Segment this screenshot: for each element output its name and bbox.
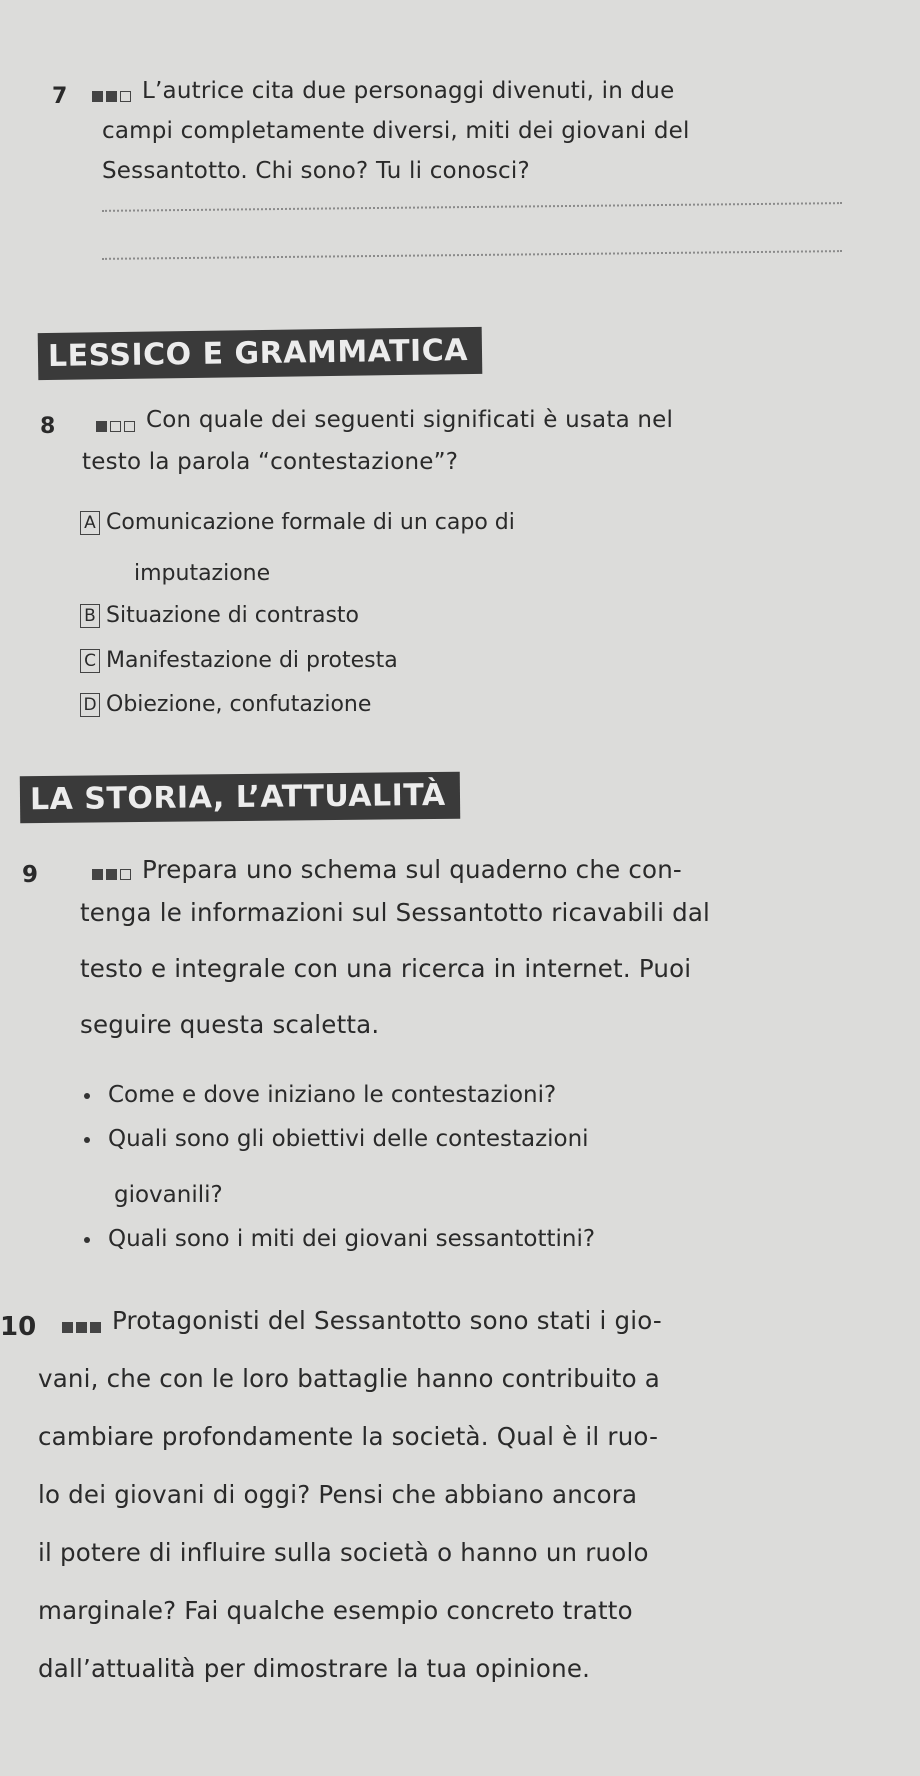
exercise-text-line: lo dei giovani di oggi? Pensi che abbiano ancora <box>38 1480 638 1509</box>
difficulty-indicator <box>92 91 131 102</box>
exercise-text-line: tenga le informazioni sul Sessantotto ricavabili dal <box>80 898 711 927</box>
option-text: Obiezione, confutazione <box>106 692 372 717</box>
answer-line[interactable] <box>102 202 842 212</box>
option-letter-box: D <box>80 693 100 717</box>
exercise-text-line: testo e integrale con una ricerca in internet. Puoi <box>80 954 692 983</box>
option-a[interactable] <box>80 510 515 535</box>
answer-line[interactable] <box>102 250 842 260</box>
exercise-text-line: seguire questa scaletta. <box>80 1010 380 1039</box>
list-item <box>84 1226 595 1252</box>
exercise-text-line: vani, che con le loro battaglie hanno contribuito a <box>38 1364 660 1393</box>
exercise-text-line: il potere di influire sulla società o hanno un ruolo <box>38 1538 649 1567</box>
exercise-text-line: dall’attualità per dimostrare la tua opinione. <box>38 1654 591 1683</box>
exercise-number: 9 <box>22 862 39 888</box>
option-c[interactable] <box>80 648 398 673</box>
difficulty-indicator <box>96 421 135 432</box>
bullet-icon <box>84 1093 90 1099</box>
option-text: Manifestazione di protesta <box>106 648 398 673</box>
option-a-continued: imputazione <box>134 561 271 586</box>
exercise-text-line: cambiare profondamente la società. Qual è il ruo- <box>38 1422 659 1451</box>
exercise-text-line: L’autrice cita due personaggi divenuti, in due <box>142 78 675 104</box>
difficulty-indicator <box>92 869 131 880</box>
exercise-number: 8 <box>40 414 56 439</box>
exercise-text-line: Con quale dei seguenti significati è usata nel <box>146 407 674 433</box>
list-item-continued: giovanili? <box>114 1182 223 1208</box>
option-text: Situazione di contrasto <box>106 603 359 628</box>
list-item-text: Quali sono i miti dei giovani sessantottini? <box>108 1226 596 1252</box>
section-heading: LESSICO E GRAMMATICA <box>38 327 483 380</box>
exercise-text-line: campi completamente diversi, miti dei giovani del <box>102 118 690 144</box>
difficulty-indicator <box>62 1322 101 1333</box>
exercise-text-line: Sessantotto. Chi sono? Tu li conosci? <box>102 158 530 184</box>
option-text: Comunicazione formale di un capo di <box>106 510 515 535</box>
exercise-text-line: Protagonisti del Sessantotto sono stati i gio- <box>112 1306 662 1335</box>
section-heading: LA STORIA, L’ATTUALITÀ <box>20 772 460 824</box>
exercise-text-line: testo la parola “contestazione”? <box>82 449 459 475</box>
exercise-text-line: marginale? Fai qualche esempio concreto tratto <box>38 1596 633 1625</box>
option-letter-box: B <box>80 604 100 628</box>
bullet-icon <box>84 1137 90 1143</box>
exercise-number: 10 <box>0 1312 37 1342</box>
option-b[interactable] <box>80 603 359 628</box>
list-item <box>84 1126 589 1152</box>
option-letter-box: A <box>80 511 100 535</box>
bullet-icon <box>84 1237 90 1243</box>
list-item-text: Quali sono gli obiettivi delle contestazioni <box>108 1126 589 1152</box>
exercise-number: 7 <box>52 84 68 109</box>
option-d[interactable] <box>80 692 371 717</box>
list-item <box>84 1082 556 1108</box>
exercise-text-line: Prepara uno schema sul quaderno che con- <box>142 855 682 884</box>
option-letter-box: C <box>80 649 100 673</box>
list-item-text: Come e dove iniziano le contestazioni? <box>108 1082 557 1108</box>
